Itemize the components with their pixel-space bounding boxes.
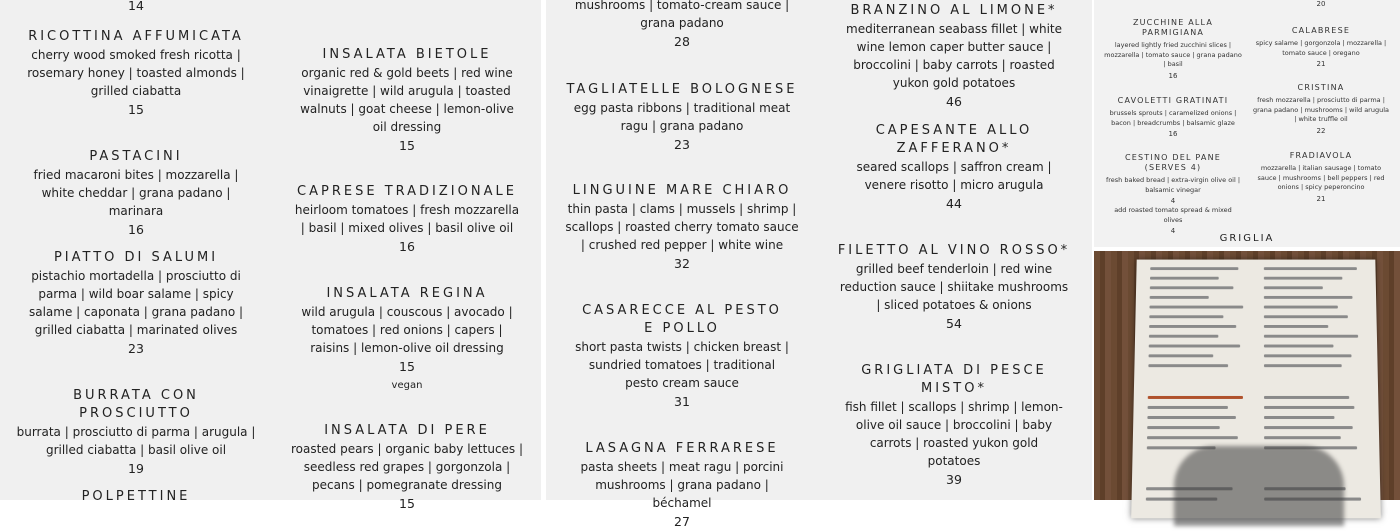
- item-name: PIATTO DI SALUMI: [53, 250, 219, 265]
- item-price: 19: [128, 461, 144, 476]
- menu-item: [564, 182, 800, 273]
- item-price: 16: [1168, 130, 1178, 138]
- dietary-note: vegan: [391, 380, 423, 391]
- item-name: RICOTTINA AFFUMICATA: [28, 29, 244, 44]
- item-description: fried macaroni bites | mozzarella | white cheddar | grana padano | marinara: [33, 168, 239, 218]
- item-price: 27: [674, 514, 690, 529]
- menu-item: [16, 249, 256, 358]
- item-price: 21: [1316, 60, 1326, 68]
- item-price: 15: [399, 496, 415, 511]
- menu-item: [1252, 83, 1390, 136]
- item-price: 16: [128, 222, 144, 237]
- item-description: add roasted tomato spread & mixed olives: [1114, 206, 1232, 224]
- item-name: INSALATA REGINA: [326, 286, 488, 301]
- item-name: CASARECCE AL PESTO E POLLO: [582, 303, 782, 336]
- item-name: TAGLIATELLE BOLOGNESE: [566, 82, 798, 97]
- item-description: mozzarella | italian sausage | tomato sauce | mushrooms | bell peppers | red onions | spicy peperoncino: [1257, 164, 1385, 191]
- item-name: LASAGNA FERRARESE: [585, 441, 779, 456]
- item-price: 22: [1316, 126, 1326, 135]
- item-price: 54: [946, 316, 962, 331]
- item-description: mushrooms | tomato-cream sauce | grana padano: [574, 0, 790, 30]
- menu-item: [1252, 151, 1390, 204]
- item-description: fresh baked bread | extra-virgin olive oil | balsamic vinegar: [1105, 176, 1241, 194]
- item-name: BRANZINO AL LIMONE*: [850, 3, 1058, 18]
- menu-item: [292, 183, 522, 256]
- menu-item: [292, 285, 522, 393]
- item-name: LINGUINE MARE CHIARO: [572, 183, 792, 198]
- item-name: POLPETTINE: [81, 489, 191, 504]
- menu-item: [14, 28, 258, 119]
- menu-item: [1252, 0, 1390, 9]
- menu-item: [574, 302, 790, 411]
- item-price: 20: [1316, 0, 1326, 8]
- item-name: INSALATA DI PERE: [324, 423, 490, 438]
- item-price: 4: [1170, 197, 1176, 205]
- item-price: 16: [399, 239, 415, 254]
- menu-item: [836, 2, 1072, 111]
- menu-item: [14, 387, 258, 478]
- item-name: CAVOLETTI GRATINATI: [1117, 96, 1229, 105]
- item-price: 32: [674, 256, 690, 271]
- menu-item: [20, 148, 252, 239]
- menu-panel-pasta-secondi: [546, 0, 1092, 529]
- menu-panel-small: [1094, 0, 1400, 247]
- phone-shadow: [1174, 446, 1344, 526]
- item-description: layered lightly fried zucchini slices | mozzarella | tomato sauce | grana padano | basil: [1104, 41, 1242, 68]
- item-description: spicy salame | gorgonzola | mozzarella | tomato sauce | oregano: [1255, 39, 1387, 57]
- item-price: 15: [399, 359, 415, 374]
- item-description: cherry wood smoked fresh ricotta | rosemary honey | toasted almonds | grilled ciabatta: [27, 48, 245, 98]
- item-description: thin pasta | clams | mussels | shrimp | scallops | roasted cherry tomato sauce | crushed red pepper | white wine: [565, 202, 799, 252]
- item-price: 14: [128, 0, 144, 13]
- section-heading: GRIGLIA: [1219, 233, 1275, 244]
- item-price: 39: [946, 472, 962, 487]
- menu-item-cut: [20, 0, 252, 15]
- menu-item: [842, 122, 1066, 213]
- item-name: CALABRESE: [1291, 26, 1351, 35]
- item-description: wild arugula | couscous | avocado | tomatoes | red onions | capers | raisins | lemon-olive oil dressing: [301, 305, 513, 355]
- item-description: pistachio mortadella | prosciutto di parma | wild boar salame | spicy salame | caponata | grana padano | grilled ciabatta | marinated olives: [28, 269, 244, 337]
- item-name: BURRATA CON PROSCIUTTO: [73, 388, 199, 421]
- menu-item: [564, 440, 800, 531]
- item-price: 31: [674, 394, 690, 409]
- menu-item: [1252, 26, 1390, 69]
- menu-item: [1104, 153, 1242, 206]
- menu-item: [1104, 203, 1242, 236]
- menu-item: [842, 362, 1066, 489]
- item-name: INSALATA BIETOLE: [322, 47, 492, 62]
- item-description: heirloom tomatoes | fresh mozzarella | basil | mixed olives | basil olive oil: [294, 203, 520, 235]
- item-description: grilled beef tenderloin | red wine reduction sauce | shiitake mushrooms | sliced potatoes & onions: [839, 262, 1069, 312]
- item-description: roasted pears | organic baby lettuces | seedless red grapes | gorgonzola | pecans | pomegranate dressing: [290, 442, 524, 492]
- item-name: CRISTINA: [1297, 83, 1345, 92]
- menu-item: [292, 46, 522, 155]
- menu-item: [14, 488, 258, 506]
- item-name: FILETTO AL VINO ROSSO*: [837, 243, 1071, 258]
- item-name: ZUCCHINE ALLA PARMIGIANA: [1132, 18, 1214, 37]
- menu-item: [288, 422, 526, 513]
- item-description: seared scallops | saffron cream | venere risotto | micro arugula: [856, 160, 1052, 192]
- item-name: CAPRESE TRADIZIONALE: [297, 184, 517, 199]
- item-name: CAPESANTE ALLO ZAFFERANO*: [875, 123, 1033, 156]
- item-description: egg pasta ribbons | traditional meat ragu | grana padano: [573, 101, 791, 133]
- item-price: 4: [1170, 227, 1176, 235]
- menu-item: [564, 81, 800, 154]
- item-name: FRADIAVOLA: [1289, 151, 1353, 160]
- item-price: 21: [1316, 194, 1326, 203]
- menu-item: [1104, 96, 1242, 139]
- item-description: fresh mozzarella | prosciutto di parma | grana padano | mushrooms | wild arugula | white truffle oil: [1253, 96, 1389, 123]
- menu-photo: [1094, 251, 1400, 500]
- item-name: PASTACINI: [89, 149, 183, 164]
- item-price: 46: [946, 94, 962, 109]
- menu-item: [566, 0, 798, 51]
- item-description: burrata | prosciutto di parma | arugula | grilled ciabatta | basil olive oil: [16, 425, 256, 457]
- item-price: 44: [946, 196, 962, 211]
- item-description: pasta sheets | meat ragu | porcini mushrooms | grana padano | béchamel: [580, 460, 784, 510]
- item-price: 23: [674, 137, 690, 152]
- item-price: 15: [128, 102, 144, 117]
- menu-panel-antipasti: [0, 0, 541, 511]
- item-description: fish fillet | scallops | shrimp | lemon-olive oil sauce | broccolini | baby carrots | roasted yukon gold potatoes: [845, 400, 1063, 468]
- item-description: brussels sprouts | caramelized onions | bacon | breadcrumbs | balsamic glaze: [1109, 109, 1237, 127]
- item-description: mediterranean seabass fillet | white wine lemon caper butter sauce | broccolini | baby carrots | roasted yukon gold potatoes: [846, 22, 1062, 90]
- menu-item: [1104, 18, 1242, 81]
- item-price: 16: [1168, 71, 1178, 80]
- item-price: 15: [399, 138, 415, 153]
- item-description: organic red & gold beets | red wine vinaigrette | wild arugula | toasted walnuts | goat cheese | lemon-olive oil dressing: [300, 66, 514, 134]
- item-price: 28: [674, 34, 690, 49]
- menu-item: [836, 242, 1072, 333]
- item-name: CESTINO DEL PANE (SERVES 4): [1124, 153, 1222, 172]
- item-price: 23: [128, 341, 144, 356]
- item-name: GRIGLIATA DI PESCE MISTO*: [861, 363, 1047, 396]
- item-description: short pasta twists | chicken breast | sundried tomatoes | traditional pesto cream sauce: [575, 340, 789, 390]
